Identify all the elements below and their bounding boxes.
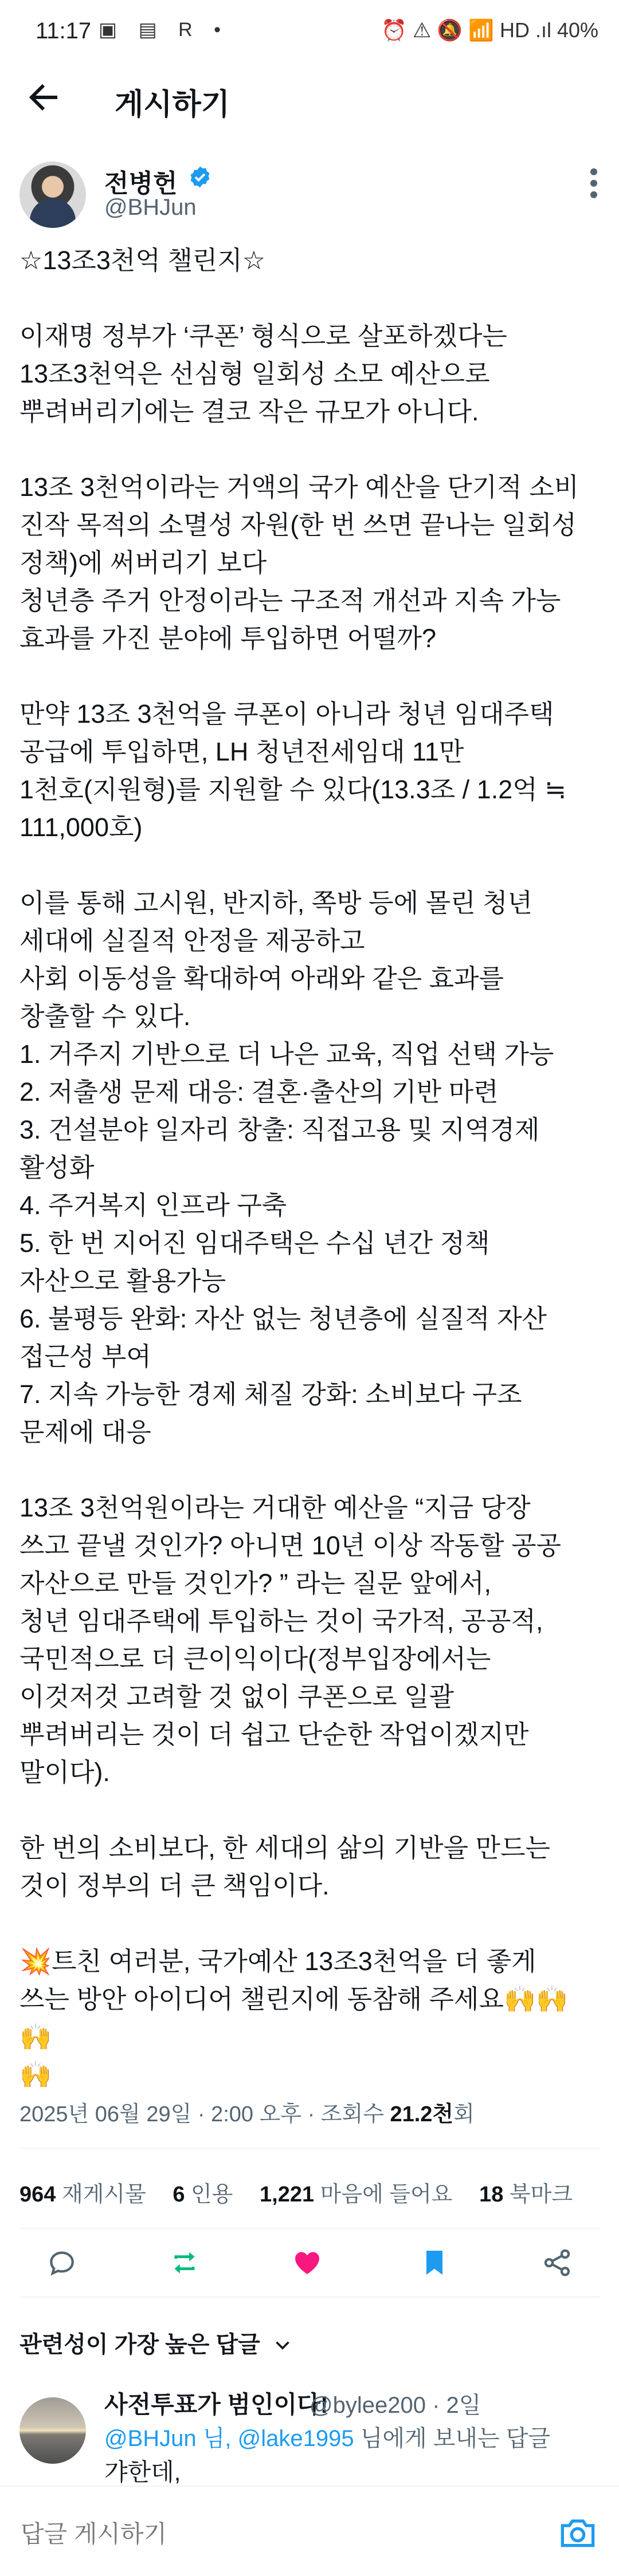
post-text: ☆13조3천억 챌린지☆ 이재명 정부가 ‘쿠폰’ 형식으로 살포하겠다는 13조3천억은 선심형 일회성 소모 예산으로 뿌려버리기에는 결코 작은 규모가 아니다. 13조 3천억이라는 거액의 국가 예산을 단기적 소비 진작 목적의 소멸성 자원(한 번 쓰면 끝나는 일회성 정책)에 써버리기 보다 청년층 주거 안정이라는 구조적 개선과 지속 가능 효과를 가진 분야에 투입하면 어떨까? 만약 13조 3천억을 쿠폰이 아니라 청년 임대주택 공급에 투입하면, LH 청년전세임대 11만 1천호(지원형)를 지원할 수 있다(13.3조 / 1.2억 ≒ 111,000호) 이를 통해 고시원, 반지하, 쪽방 등에 몰린 청년 세대에 실질적 안정을 제공하고 사회 이동성을 확대하여 아래와 같은 효과를 창출할 수 있다. 1. 거주지 기반으로 더 나은 교육, 직업 선택 가능 2. 저출생 문제 대응: 결혼·출산의 기반 마련 3. 건설분야 일자리 창출: 직접고용 및 지역경제 활성화 4. 주거복지 인프라 구축 5. 한 번 지어진 임대주택은 수십 년간 정책 자산으로 활용가능 6. 불평등 완화: 자산 없는 청년층에 실질적 자산 접근성 부여 7. 지속 가능한 경제 체질 강화: 소비보다 구조 문제에 대응 13조 3천억원이라는 거대한 예산을 “지금 당장 쓰고 끝낼 것인가? 아니면 10년 이상 작동할 공공 자산으로 만들 것인가? ” 라는 질문 앞에서, 청년 임대주택에 투입하는 것이 국가적, 공공적, 국민적으로 더 큰이익이다(정부입장에서는 이것저것 고려할 것 없이 쿠폰으로 일괄 뿌려버리는 것이 더 쉽고 단순한 작업이겠지만 말이다). 한 번의 소비보다, 한 세대의 삶의 기반을 만드는 것이 정부의 더 큰 책임이다. 💥트친 여러분, 국가예산 13조3천억을 더 좋게 쓰는 방안 아이디어 챌린지에 동참해 주세요🙌🙌🙌 🙌: [19, 246, 579, 2089]
action-bar: [0, 2236, 619, 2288]
divider: [19, 2148, 600, 2149]
chevron-down-icon: [272, 2335, 293, 2356]
post-timestamp[interactable]: [19, 2096, 475, 2128]
timestamp-text: 2025년 06월 29일 · 2:00 오후 · 조회수: [19, 2102, 390, 2126]
author-handle[interactable]: @BHJun: [104, 195, 197, 220]
reply-avatar[interactable]: [19, 2397, 86, 2464]
reply-sort-dropdown[interactable]: [19, 2326, 293, 2359]
share-icon[interactable]: [541, 2247, 573, 2279]
reply-input[interactable]: [19, 2520, 332, 2549]
reply-author-handle[interactable]: @bylee200 · 2일: [310, 2393, 481, 2418]
system-status-icons: ⏰ ⚠ 🔕 📶 HD .ıl 40%: [381, 18, 598, 42]
bookmarks-stat[interactable]: 18 북마크: [479, 2183, 573, 2207]
view-count: 21.2천: [390, 2102, 454, 2126]
notification-icons: ▣ ▤ R •: [99, 19, 229, 41]
likes-stat[interactable]: 1,221 마음에 들어요: [260, 2183, 453, 2207]
status-time: 11:17: [36, 18, 92, 44]
reply-composer: [0, 2486, 619, 2576]
engagement-stats: [19, 2176, 593, 2208]
divider: [19, 2297, 600, 2298]
reposts-stat[interactable]: 964 재게시물: [19, 2183, 146, 2207]
reply-icon[interactable]: [46, 2247, 78, 2279]
more-options-icon[interactable]: [588, 166, 600, 200]
page-title: 게시하기: [115, 88, 230, 121]
sort-label: 관련성이 가장 높은 답글: [19, 2332, 260, 2357]
view-suffix: 회: [453, 2102, 475, 2126]
camera-icon[interactable]: [559, 2516, 596, 2549]
replying-to: @BHJun 님, @lake1995 님에게 보내는 답글: [104, 2426, 551, 2451]
reply-text: 갸한데,: [104, 2459, 181, 2486]
reply-author-name[interactable]: 사전투표가 범인이다!: [104, 2391, 328, 2418]
author-name[interactable]: 전병헌: [104, 170, 178, 198]
reply-mentions[interactable]: @BHJun 님, @lake1995: [104, 2426, 354, 2451]
status-bar: [0, 0, 619, 63]
divider: [19, 2228, 600, 2229]
back-arrow-icon[interactable]: [23, 77, 64, 118]
like-icon[interactable]: [291, 2247, 323, 2279]
quotes-stat[interactable]: 6 인용: [173, 2183, 233, 2207]
author-avatar[interactable]: [19, 162, 86, 228]
verified-badge-icon: [188, 165, 212, 189]
top-bar: [0, 63, 619, 132]
repost-icon[interactable]: [169, 2247, 201, 2279]
bookmark-icon[interactable]: [418, 2247, 450, 2279]
